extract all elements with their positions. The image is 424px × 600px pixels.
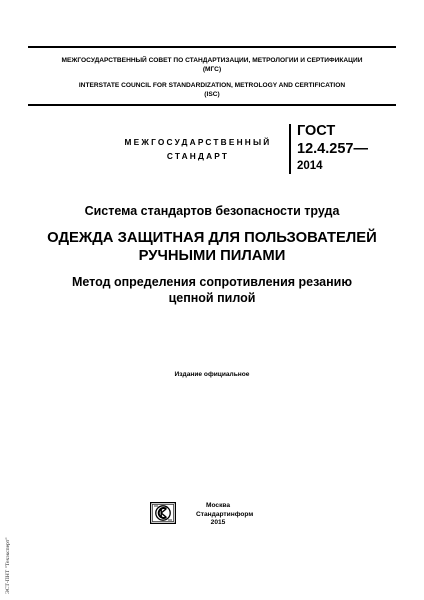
standard-type-line2: СТАНДАРТ — [166, 151, 230, 161]
designation-number: 12.4.257— — [297, 141, 368, 157]
council-en-name: INTERSTATE COUNCIL FOR STANDARDIZATION, METROLOGY AND CERTIFICATION — [78, 82, 346, 89]
publisher-name: Стандартинформ — [196, 510, 254, 518]
council-russian — [28, 56, 396, 74]
document-title-line2: РУЧНЫМИ ПИЛАМИ — [138, 248, 286, 264]
document-subtitle-line1: Метод определения сопротивления резанию — [71, 275, 353, 289]
document-title-line1: ОДЕЖДА ЗАЩИТНАЯ ДЛЯ ПОЛЬЗОВАТЕЛЕЙ — [47, 230, 377, 246]
council-header — [28, 46, 396, 106]
series-title: Система стандартов безопасности труда — [84, 204, 340, 218]
edition-note: Издание официальное — [174, 371, 250, 378]
designation-year: 2014 — [297, 160, 323, 172]
document-title — [0, 229, 424, 265]
publisher-year: 2015 — [210, 519, 226, 526]
council-en-abbr: (ISC) — [204, 91, 220, 98]
standartinform-logo-icon — [150, 502, 176, 524]
publisher-block — [196, 502, 254, 528]
council-english — [28, 81, 396, 99]
designation-divider — [289, 124, 291, 174]
publisher-city: Москва — [205, 502, 231, 509]
council-ru-name: МЕЖГОСУДАРСТВЕННЫЙ СОВЕТ ПО СТАНДАРТИЗАЦИИ, МЕТРОЛОГИИ И СЕРТИФИКАЦИИ — [61, 57, 363, 64]
document-subtitle-line2: цепной пилой — [168, 291, 256, 305]
standard-type-line1: МЕЖГОСУДАРСТВЕННЫЙ — [124, 137, 272, 147]
standard-designation — [297, 122, 368, 174]
designation-prefix: ГОСТ — [297, 123, 336, 139]
side-stamp-text: ЭСТ-ПНТ "Техэксперт" — [5, 537, 11, 594]
council-ru-abbr: (МГС) — [202, 66, 222, 73]
standard-type-label — [113, 135, 283, 163]
document-subtitle — [0, 274, 424, 306]
